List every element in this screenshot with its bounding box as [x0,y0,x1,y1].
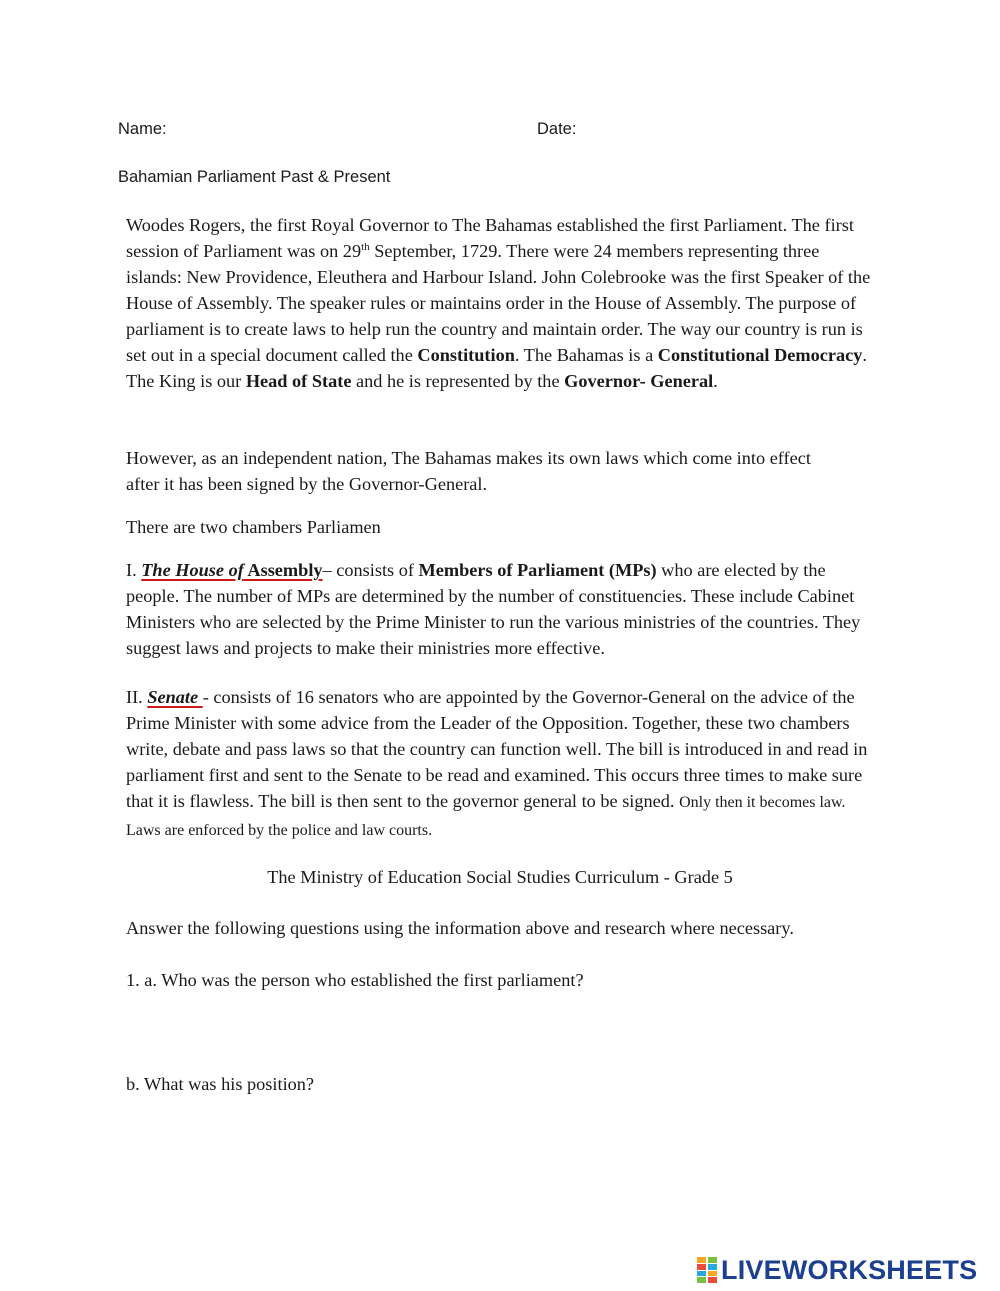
liveworksheets-wordmark: LIVEWORKSHEETS [721,1254,978,1285]
paragraph-chambers-intro: There are two chambers Parliamen [126,517,381,537]
paragraph-senate: II. Senate - consists of 16 senators who are appointed by the Governor-General on the advice of the Prime Minister with some advice from the Leader of the Opposition. Together, these two chambers write, debate and pass laws so that the country can function well. The bill is introduced in and read in parliament first and sent to the Senate to be read and examined. This occurs three times to make sure that it is flawless. The bill is then sent to the governor general to be signed. Only then it becomes law. Laws are enforced by the police and law courts. [126,687,868,839]
liveworksheets-logo [697,1253,993,1287]
liveworksheets-blocks-icon [697,1257,717,1283]
term-house-of-assembly: The House of Assembly [141,560,323,580]
paragraph-independence: However, as an independent nation, The Bahamas makes its own laws which come into effect after it has been signed by the Governor-General. [126,448,811,494]
curriculum-source: The Ministry of Education Social Studies Curriculum - Grade 5 [267,867,733,887]
question-1a: 1. a. Who was the person who established the first parliament? [126,970,584,990]
date-label: Date: [537,120,577,138]
term-senate: Senate [147,687,203,707]
name-label: Name: [118,120,167,138]
paragraph-history: Woodes Rogers, the first Royal Governor to The Bahamas established the first Parliament. The first session of Parliament was on 29th September, 1729. There were 24 members representing three islands: New Providence, Eleuthera and Harbour Island. John Colebrooke was the first Speaker of the House of Assembly. The speaker rules or maintains order in the House of Assembly. The purpose of parliament is to create laws to help run the country and maintain order. The way our country is run is set out in a special document called the Constitution. The Bahamas is a Constitutional Democracy. The King is our Head of State and he is represented by the Governor- General. [126,215,871,391]
instructions: Answer the following questions using the information above and research where necessary. [126,918,794,938]
worksheet-title: Bahamian Parliament Past & Present [118,168,391,186]
question-1b: b. What was his position? [126,1074,315,1094]
paragraph-house-of-assembly: I. The House of Assembly– consists of Members of Parliament (MPs) who are elected by the people. The number of MPs are determined by the number of constituencies. These include Cabinet Ministers who are selected by the Prime Minister to run the various ministries of the countries. They suggest laws and projects to make their ministries more effective. [126,560,861,658]
